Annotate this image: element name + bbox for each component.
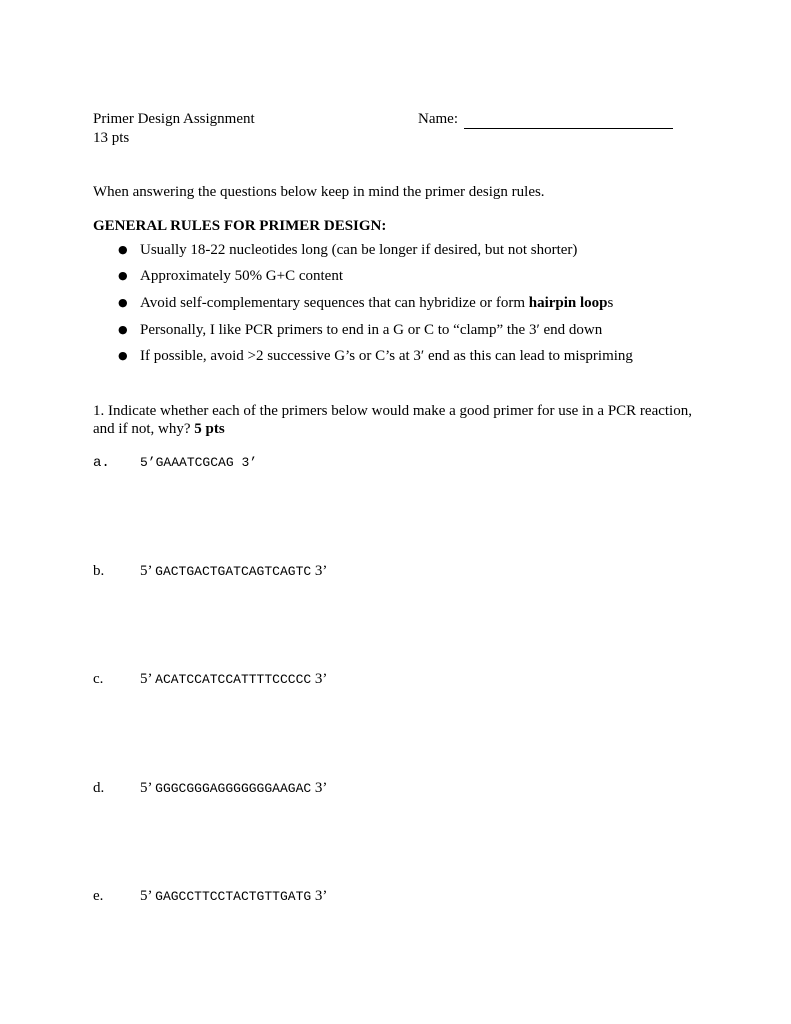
rule-text-tail: s <box>607 295 614 311</box>
bullet-icon: ● <box>118 296 128 309</box>
rule-item <box>118 295 613 312</box>
primer-a-sequence <box>140 455 257 470</box>
name-label: Name: <box>418 111 458 127</box>
primer-prefix: 5’ <box>140 888 152 904</box>
rule-item <box>118 322 602 339</box>
question-1-text: 1. Indicate whether each of the primers below would make a good primer for use in a PCR reaction, and if not, why? <box>93 403 692 437</box>
primer-d-label: d. <box>93 780 105 796</box>
bullet-icon: ● <box>118 243 128 256</box>
primer-suffix: 3’ <box>314 671 328 687</box>
primer-c-label: c. <box>93 671 104 687</box>
primer-prefix: 5’ <box>140 563 152 579</box>
primer-a-label: a. <box>93 455 110 471</box>
primer-seq-text: ACATCCATCCATTTTCCCCC <box>155 672 312 687</box>
primer-e-label: e. <box>93 888 104 904</box>
primer-suffix: 3’ <box>241 455 258 470</box>
rule-text: Usually 18-22 nucleotides long (can be longer if desired, but not shorter) <box>140 242 578 258</box>
primer-suffix: 3’ <box>314 888 328 904</box>
bullet-icon: ● <box>118 349 128 362</box>
rules-heading: GENERAL RULES FOR PRIMER DESIGN: <box>93 218 387 234</box>
primer-b-sequence <box>140 563 327 580</box>
primer-prefix: 5’ <box>140 671 152 687</box>
rule-text: Approximately 50% G+C content <box>140 268 344 284</box>
rule-text: Personally, I like PCR primers to end in a G or C to “clamp” the 3′ end down <box>140 322 603 338</box>
primer-suffix: 3’ <box>314 780 328 796</box>
bullet-icon: ● <box>118 269 128 282</box>
question-1 <box>93 402 693 438</box>
rule-text: Avoid self-complementary sequences that can hybridize or form <box>140 295 529 311</box>
primer-b-label: b. <box>93 563 105 579</box>
rule-text: If possible, avoid >2 successive G’s or C’s at 3′ end as this can lead to mispriming <box>140 348 633 364</box>
primer-seq-text: GGGCGGGAGGGGGGGAAGAC <box>155 781 312 796</box>
primer-e-sequence <box>140 888 327 905</box>
question-1-points: 5 pts <box>194 421 225 437</box>
primer-seq-text: GACTGACTGATCAGTCAGTC <box>155 564 312 579</box>
name-blank-line[interactable] <box>464 128 673 129</box>
intro-text: When answering the questions below keep in mind the primer design rules. <box>93 184 545 200</box>
rule-emphasis: hairpin loop <box>528 295 608 311</box>
primer-d-sequence <box>140 780 327 797</box>
total-points: 13 pts <box>93 130 130 146</box>
rule-item <box>118 348 633 365</box>
rule-item <box>118 268 343 285</box>
primer-prefix: 5’ <box>140 455 156 470</box>
bullet-icon: ● <box>118 323 128 336</box>
assignment-title: Primer Design Assignment <box>93 111 255 127</box>
primer-c-sequence <box>140 671 327 688</box>
primer-suffix: 3’ <box>314 563 328 579</box>
primer-prefix: 5’ <box>140 780 152 796</box>
primer-seq-text: GAGCCTTCCTACTGTTGATG <box>155 889 312 904</box>
rule-item <box>118 242 577 259</box>
primer-seq-text: GAAATCGCAG <box>155 455 234 470</box>
